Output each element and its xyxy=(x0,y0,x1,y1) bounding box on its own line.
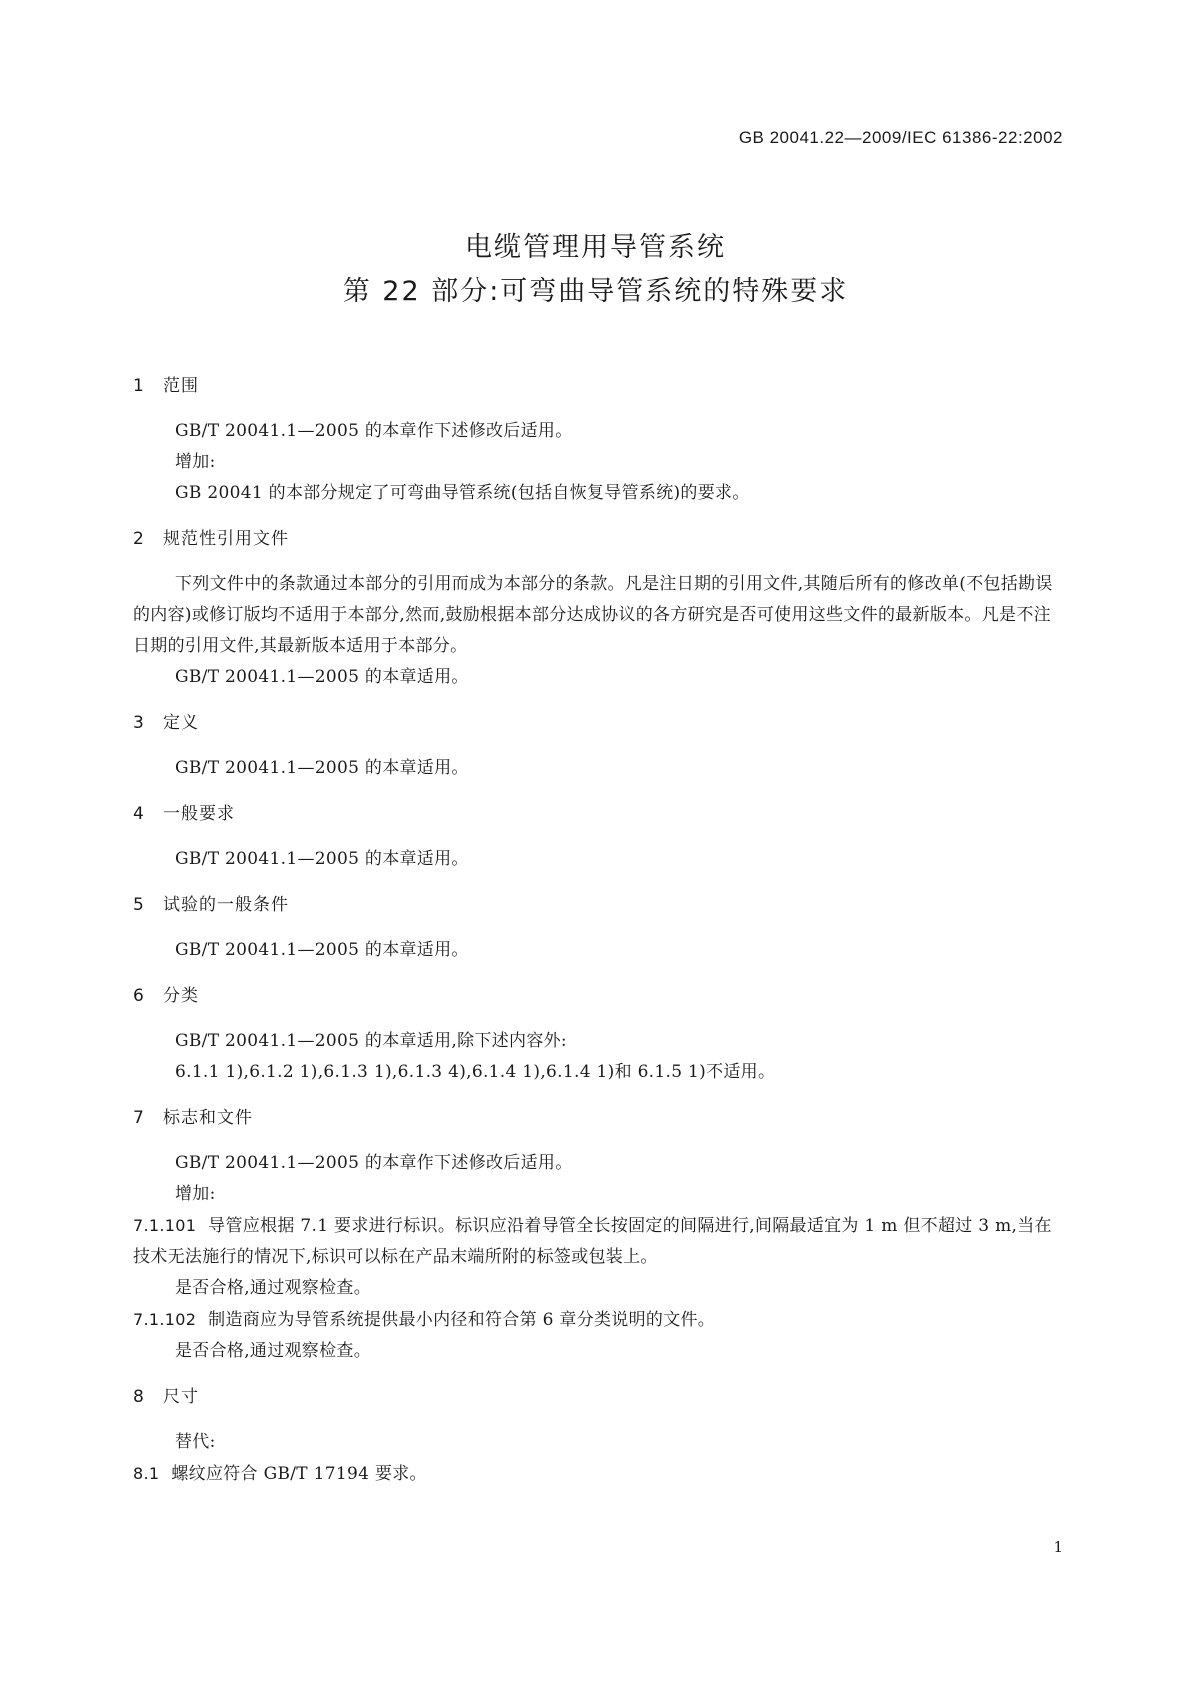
clause-text: 螺纹应符合 GB/T 17194 要求。 xyxy=(171,1464,427,1484)
section-heading-2 xyxy=(133,523,1063,555)
paragraph: 增加: xyxy=(175,452,216,472)
paragraph: 是否合格,通过观察检查。 xyxy=(175,1341,372,1361)
section-heading-7 xyxy=(133,1102,1063,1134)
section-title: 范围 xyxy=(163,376,199,396)
paragraph: GB/T 20041.1—2005 的本章作下述修改后适用。 xyxy=(175,1153,573,1173)
clause-text: 导管应根据 7.1 要求进行标识。标识应沿着导管全长按固定的间隔进行,间隔最适宜为 1 m 但不超过 3 m,当在技术无法施行的情况下,标识可以标在产品末端所附的标签或包装上。 xyxy=(133,1216,1052,1267)
section-title: 规范性引用文件 xyxy=(163,529,289,549)
document-body xyxy=(133,370,1063,1490)
section-heading-3 xyxy=(133,707,1063,739)
section-title: 试验的一般条件 xyxy=(163,895,289,915)
section-number: 5 xyxy=(133,895,145,915)
section-number: 7 xyxy=(133,1108,145,1128)
clause-number: 7.1.101 xyxy=(133,1216,197,1235)
paragraph: 是否合格,通过观察检查。 xyxy=(175,1278,372,1298)
title-line-1: 电缆管理用导管系统 xyxy=(465,232,726,263)
clause-number: 7.1.102 xyxy=(133,1310,197,1329)
section-heading-6 xyxy=(133,980,1063,1012)
section-number: 2 xyxy=(133,529,145,549)
section-title: 尺寸 xyxy=(163,1387,199,1407)
paragraph: GB/T 20041.1—2005 的本章适用。 xyxy=(175,849,469,869)
section-title: 标志和文件 xyxy=(163,1108,253,1128)
section-number: 1 xyxy=(133,376,145,396)
paragraph: GB/T 20041.1—2005 的本章适用。 xyxy=(175,667,469,687)
clause-number: 8.1 xyxy=(133,1464,160,1483)
clause-text: 制造商应为导管系统提供最小内径和符合第 6 章分类说明的文件。 xyxy=(208,1310,716,1330)
section-number: 6 xyxy=(133,986,145,1006)
section-number: 4 xyxy=(133,804,145,824)
clause-8-1 xyxy=(133,1458,1063,1490)
paragraph: 6.1.1 1),6.1.2 1),6.1.3 1),6.1.3 4),6.1.4 1),6.1.4 1)和 6.1.5 1)不适用。 xyxy=(175,1062,776,1082)
section-heading-5 xyxy=(133,889,1063,921)
section-heading-8 xyxy=(133,1381,1063,1413)
paragraph: 替代: xyxy=(175,1432,216,1452)
clause-7-1-102 xyxy=(133,1304,1063,1336)
paragraph: GB 20041 的本部分规定了可弯曲导管系统(包括自恢复导管系统)的要求。 xyxy=(175,483,750,503)
section-heading-4 xyxy=(133,798,1063,830)
paragraph: GB/T 20041.1—2005 的本章适用,除下述内容外: xyxy=(175,1031,567,1051)
standard-code: GB 20041.22—2009/IEC 61386-22:2002 xyxy=(738,128,1063,147)
document-title xyxy=(0,226,1191,314)
paragraph: 下列文件中的条款通过本部分的引用而成为本部分的条款。凡是注日期的引用文件,其随后所有的修改单(不包括勘误的内容)或修订版均不适用于本部分,然而,鼓励根据本部分达成协议的各方研究是否可使用这些文件的最新版本。凡是不注日期的引用文件,其最新版本适用于本部分。 xyxy=(133,574,1053,656)
section-title: 分类 xyxy=(163,986,199,1006)
section-heading-1 xyxy=(133,370,1063,402)
section-title: 定义 xyxy=(163,713,199,733)
page-number: 1 xyxy=(1053,1538,1063,1556)
title-line-2: 第 22 部分:可弯曲导管系统的特殊要求 xyxy=(342,276,849,307)
section-number: 8 xyxy=(133,1387,145,1407)
section-number: 3 xyxy=(133,713,145,733)
paragraph: GB/T 20041.1—2005 的本章适用。 xyxy=(175,758,469,778)
clause-7-1-101 xyxy=(133,1210,1063,1273)
section-title: 一般要求 xyxy=(163,804,235,824)
paragraph: 增加: xyxy=(175,1184,216,1204)
paragraph: GB/T 20041.1—2005 的本章作下述修改后适用。 xyxy=(175,421,573,441)
paragraph: GB/T 20041.1—2005 的本章适用。 xyxy=(175,940,469,960)
